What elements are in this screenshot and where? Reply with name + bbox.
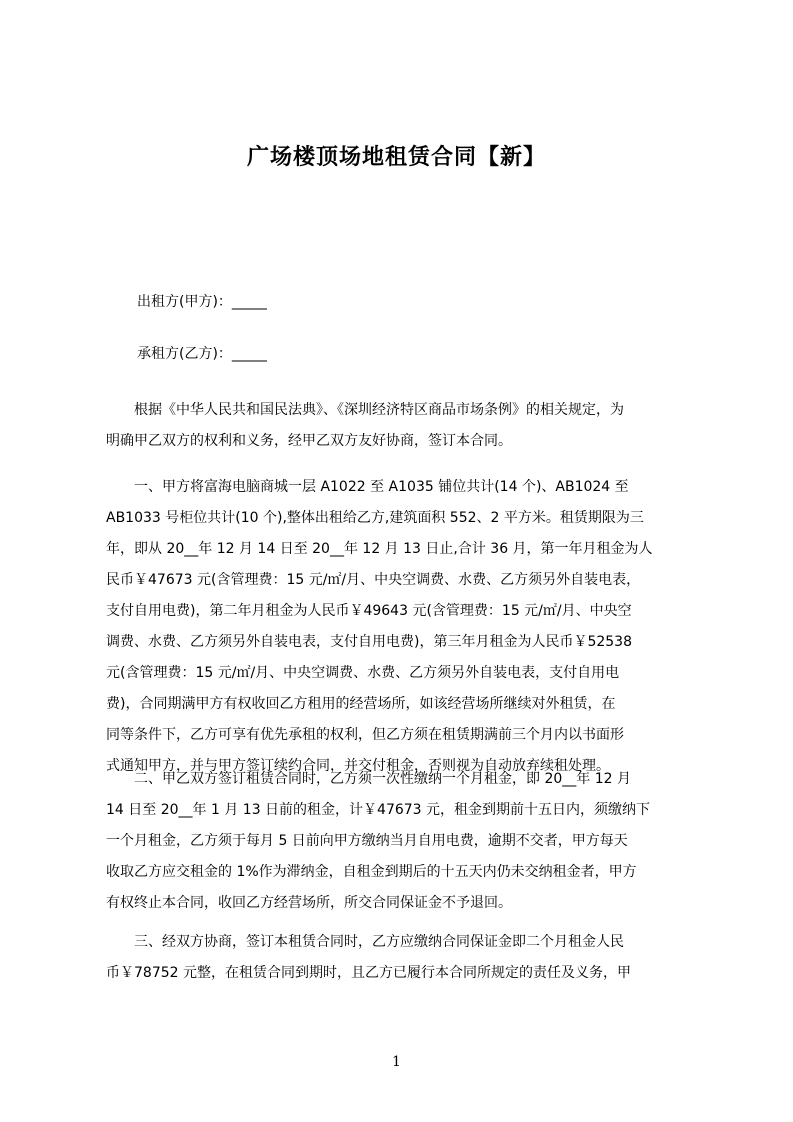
text-line: 明确甲乙双方的权利和义务，经甲乙双方友好协商，签订本合同。 — [106, 433, 512, 449]
text-line: 年，即从 20__年 12 月 14 日至 20__年 12 月 13 日止,合计 36 月，第一年月租金为人 — [106, 541, 653, 557]
page-number: 1 — [392, 1054, 401, 1070]
text-line: 费)，合同期满甲方有权收回乙方租用的经营场所，如该经营场所继续对外租赁，在 — [106, 696, 616, 712]
text-line: 民币￥47673 元(含管理费：15 元/㎡/月、中央空调费、水费、乙方须另外自装电表， — [106, 572, 641, 588]
text-line: 二、甲乙双方签订租赁合同时，乙方须一次性缴纳一个月租金，即 20__年 12 月 — [106, 771, 631, 787]
text-line: AB1033 号柜位共计(10 个),整体出租给乙方,建筑面积 552、2 平方米。租赁期限为三 — [106, 510, 644, 526]
text-line: 调费、水费、乙方须另外自装电表，支付自用电费)，第三年月租金为人民币￥52538 — [106, 634, 632, 650]
text-line: 一、甲方将富海电脑商城一层 A1022 至 A1035 铺位共计(14 个)、AB1024 至 — [106, 479, 629, 495]
clause-3-paragraph — [106, 927, 698, 989]
preamble-paragraph — [106, 395, 698, 457]
document-title: 广场楼顶场地租赁合同【新】 — [246, 145, 546, 170]
text-line: 式通知甲方，并与甲方签订续约合同，并交付租金，否则视为自动放弃续租处理。 — [106, 758, 610, 774]
lessee-line: 承租方(乙方)：_____ — [137, 346, 267, 362]
text-line: 支付自用电费)，第二年月租金为人民币￥49643 元(含管理费：15 元/㎡/月、中央空 — [106, 603, 632, 619]
text-line: 14 日至 20__年 1 月 13 日前的租金，计￥47673 元，租金到期前十五日内，须缴纳下 — [106, 802, 651, 818]
text-line: 收取乙方应交租金的 1%作为滞纳金，自租金到期后的十五天内仍未交纳租金者，甲方 — [106, 864, 637, 880]
text-line: 有权终止本合同，收回乙方经营场所，所交合同保证金不予退回。 — [106, 895, 512, 911]
text-line: 根据《中华人民共和国民法典》、《深圳经济特区商品市场条例》的相关规定，为 — [106, 402, 624, 418]
clause-2-paragraph — [106, 764, 698, 919]
text-line: 一个月租金，乙方须于每月 5 日前向甲方缴纳当月自用电费，逾期不交者，甲方每天 — [106, 833, 628, 849]
text-line: 三、经双方协商，签订本租赁合同时，乙方应缴纳合同保证金即二个月租金人民 — [106, 934, 624, 950]
text-line: 币￥78752 元整，在租赁合同到期时，且乙方已履行本合同所规定的责任及义务，甲 — [106, 965, 631, 981]
lessor-line: 出租方(甲方)：_____ — [137, 294, 267, 310]
clause-1-paragraph — [106, 472, 698, 782]
text-line: 同等条件下，乙方可享有优先承租的权利，但乙方须在租赁期满前三个月内以书面形 — [106, 727, 624, 743]
text-line: 元(含管理费：15 元/㎡/月、中央空调费、水费、乙方须另外自装电表，支付自用电 — [106, 665, 620, 681]
